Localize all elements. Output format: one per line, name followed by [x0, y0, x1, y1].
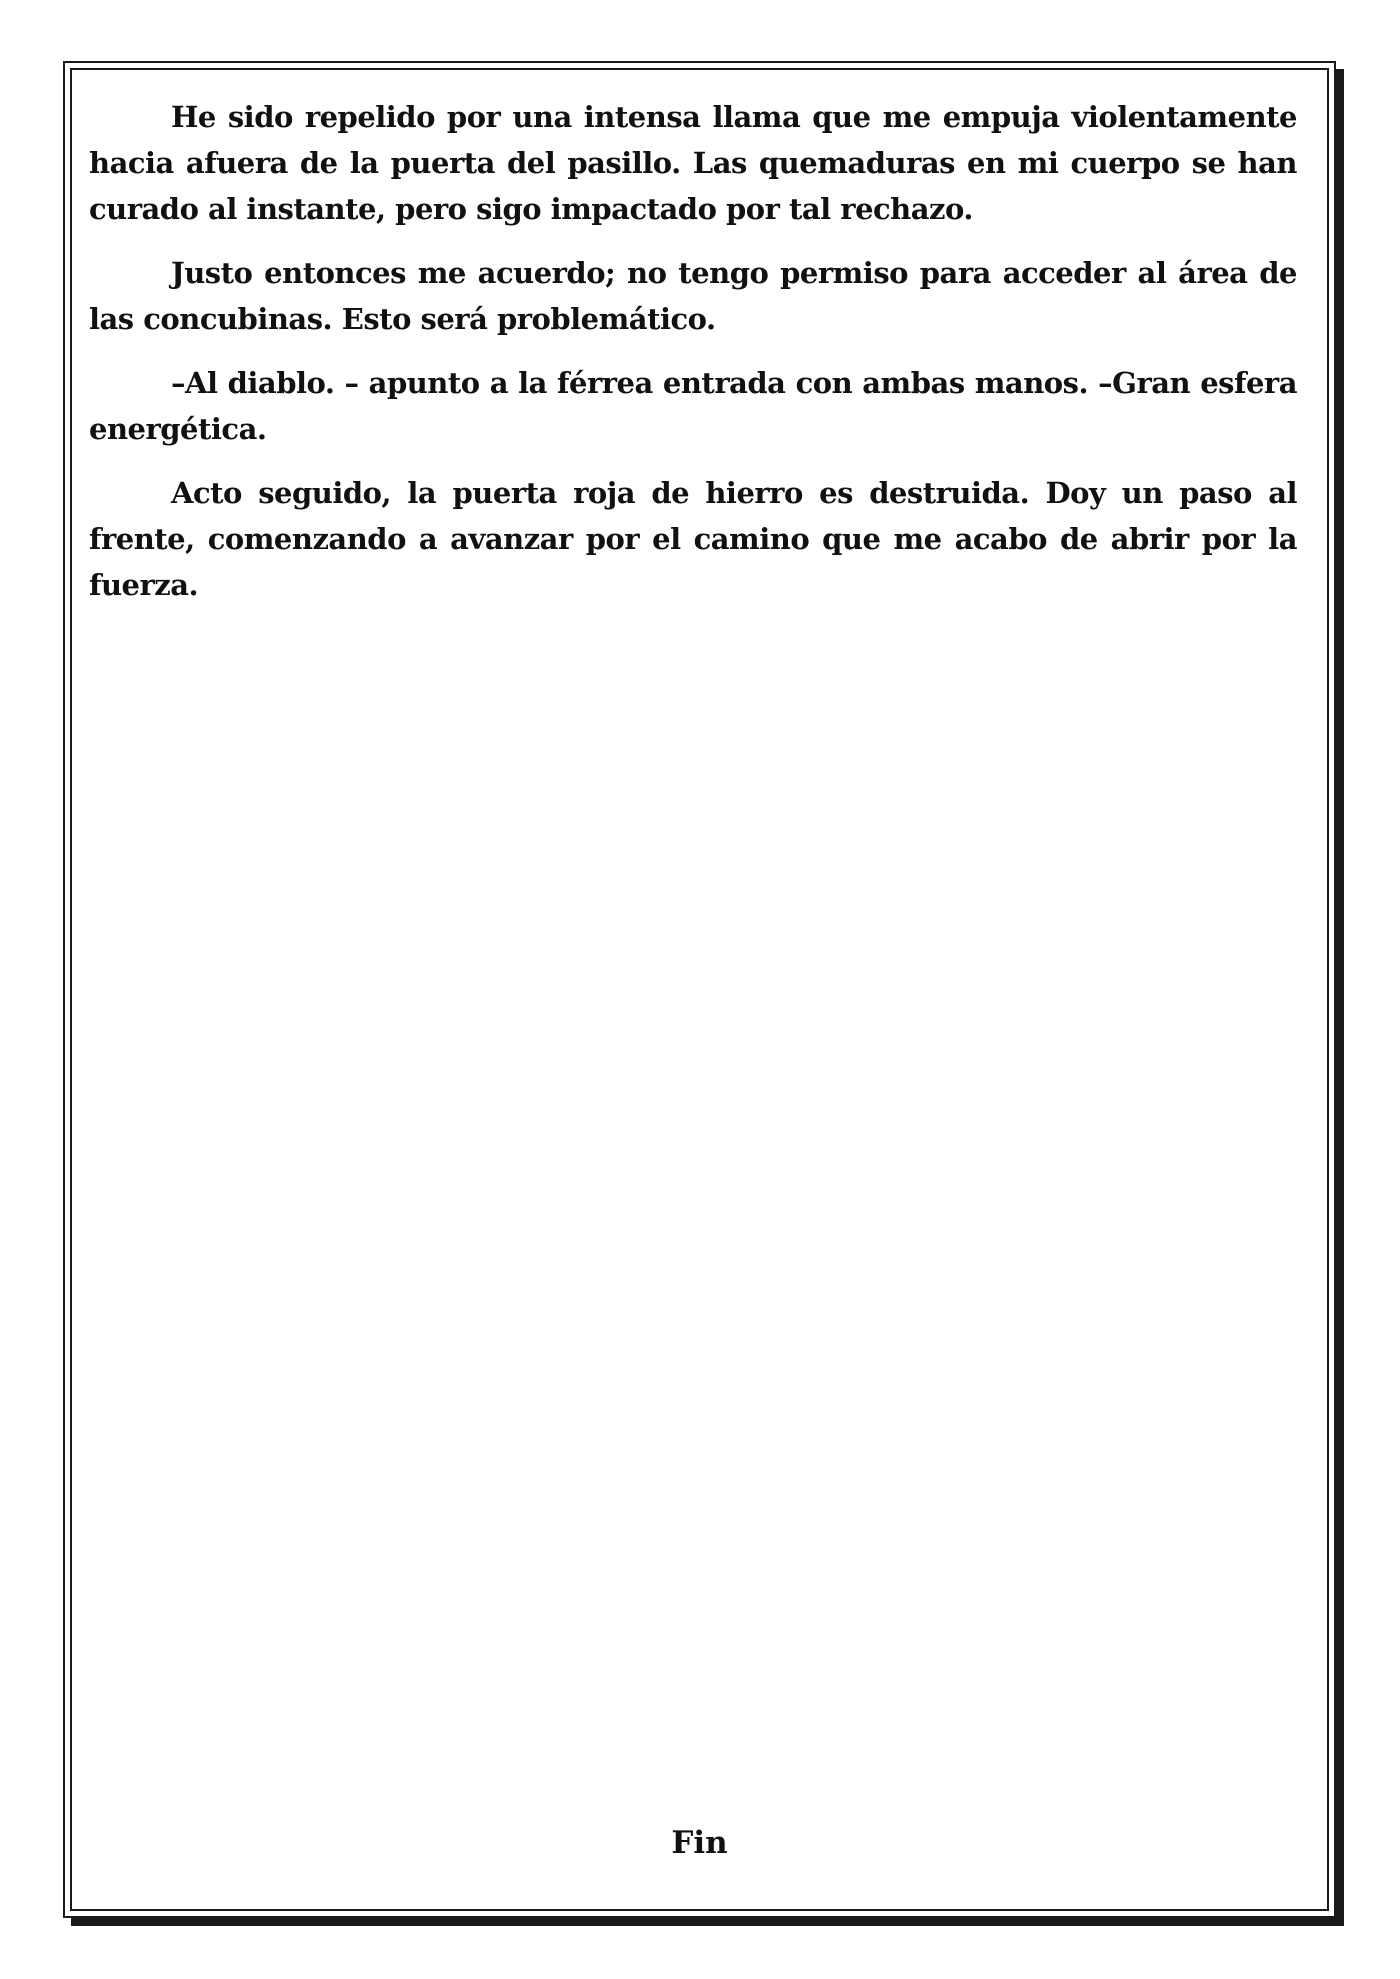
page-inner-border: [70, 68, 1329, 1911]
story-text: [89, 94, 1297, 626]
paragraph-3: –Al diablo. – apunto a la férrea entrada con ambas manos. –Gran esfera energética.: [89, 366, 1297, 446]
paragraph-1: He sido repelido por una intensa llama que me empuja violentamente hacia afuera de la puerta del pasillo. Las quemaduras en mi cuerpo se han curado al instante, pero sigo impactado por tal rechazo.: [89, 100, 1297, 226]
paragraph-4: Acto seguido, la puerta roja de hierro es destruida. Doy un paso al frente, comenzando a avanzar por el camino que me acabo de abrir por la fuerza.: [89, 476, 1297, 602]
page-frame: [63, 61, 1336, 1918]
paragraph-2: Justo entonces me acuerdo; no tengo permiso para acceder al área de las concubinas. Esto será problemático.: [89, 256, 1297, 336]
end-label: Fin: [671, 1825, 728, 1861]
